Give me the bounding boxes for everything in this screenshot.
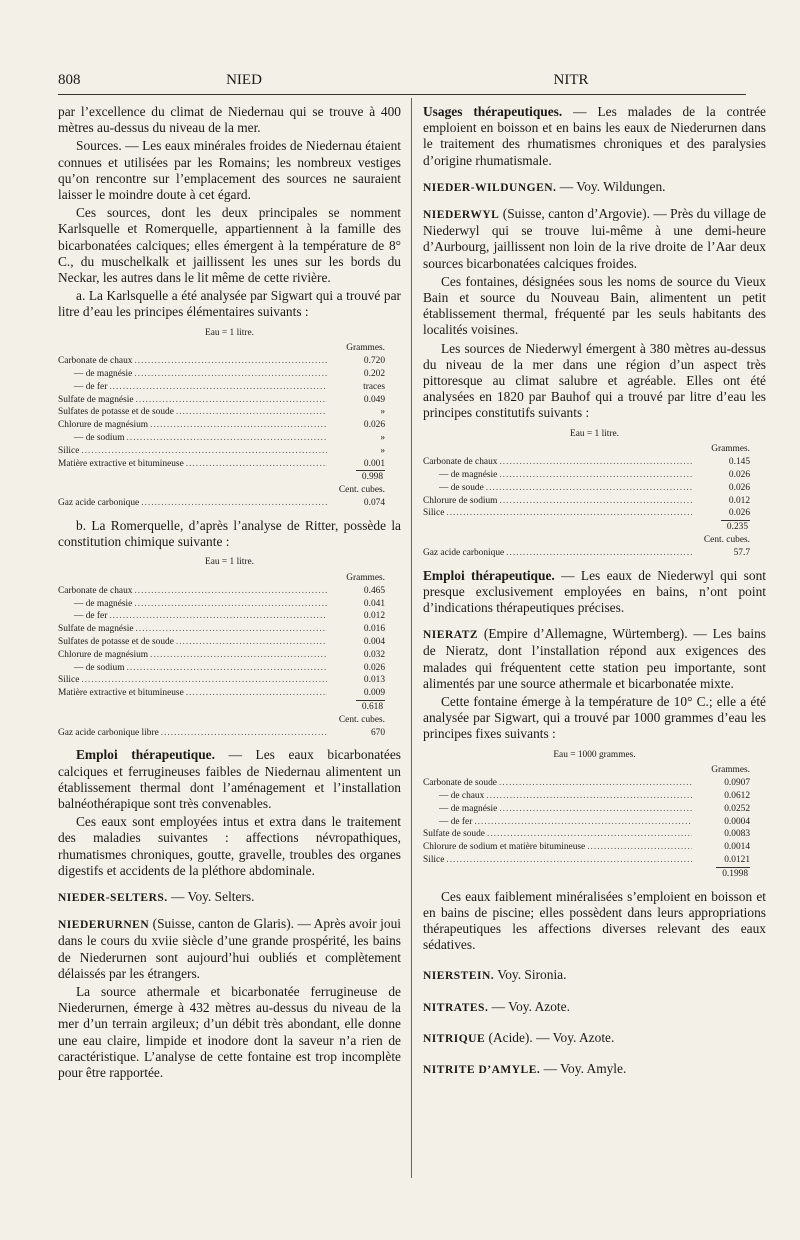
dot-leader bbox=[487, 828, 692, 841]
table-row bbox=[58, 610, 401, 623]
dot-leader bbox=[486, 482, 692, 495]
right-column bbox=[423, 104, 766, 1080]
total-value: 0.1998 bbox=[716, 867, 750, 879]
substance-amount: 0.049 bbox=[363, 394, 385, 405]
paragraph: Les sources de Niederwyl émergent à 380 mètres au-dessus du niveau de la mer dans une région d’un aspect très pittoresque au climat salubre et agréable. Elles ont été analysées en 1820 par Bauhof qui a trouvé par litre d’eau les principes constitutifs suivants : bbox=[423, 340, 766, 421]
table-row bbox=[58, 394, 401, 407]
dot-leader bbox=[587, 841, 692, 854]
table-caption: Eau = 1 litre. bbox=[569, 428, 620, 439]
substance-amount: 0.202 bbox=[363, 369, 385, 380]
gas-name: Gaz acide carbonique bbox=[423, 547, 505, 558]
substance-amount: 0.001 bbox=[363, 458, 385, 469]
entry-text: — Les eaux de Niederwyl qui sont presque exclusivement employées en bains, n’ont point d’indications thérapeutiques précises. bbox=[423, 567, 766, 616]
table-caption: Eau = 1 litre. bbox=[204, 557, 255, 568]
entry-text: — Voy. Wildungen. bbox=[556, 178, 666, 194]
entry-paragraph bbox=[58, 916, 401, 982]
substance-amount: 0.0083 bbox=[724, 829, 750, 840]
table-row bbox=[423, 507, 766, 520]
substance-amount: 0.009 bbox=[363, 688, 385, 699]
paragraph: Ces eaux sont employées intus et extra dans le traitement des maladies suivantes : affections névropathiques, rhumatismes chroniques, goutte, gravelle, troubles des organes digestifs et accidents de la pléthore abdominale. bbox=[58, 814, 401, 878]
substance-name: Chlorure de magnésium bbox=[58, 649, 149, 660]
section-heading: Emploi thérapeutique. bbox=[76, 747, 215, 763]
page-number: 808 bbox=[58, 72, 81, 88]
dot-leader bbox=[186, 458, 327, 471]
substance-amount: 0.041 bbox=[363, 598, 385, 609]
table-row bbox=[58, 406, 401, 419]
substance-name: Silice bbox=[58, 445, 80, 456]
entry-paragraph bbox=[58, 889, 401, 906]
total-value: 0.618 bbox=[356, 700, 385, 712]
substance-name: Sulfate de soude bbox=[423, 829, 485, 840]
gas-row bbox=[58, 727, 401, 740]
table-row bbox=[423, 841, 766, 854]
table-row bbox=[58, 636, 401, 649]
table-row bbox=[423, 854, 766, 867]
substance-name: — de sodium bbox=[74, 433, 125, 444]
substance-amount: » bbox=[380, 433, 385, 444]
substance-amount: traces bbox=[363, 381, 385, 392]
substance-name: — de magnésie bbox=[439, 470, 498, 481]
substance-amount: 0.004 bbox=[363, 636, 385, 647]
substance-amount: 0.465 bbox=[363, 585, 385, 596]
analysis-table bbox=[423, 749, 766, 881]
table-row bbox=[423, 790, 766, 803]
substance-amount: 0.026 bbox=[363, 662, 385, 673]
substance-name: — de magnésie bbox=[74, 598, 133, 609]
dot-leader bbox=[81, 674, 327, 687]
substance-name: — de fer bbox=[439, 816, 473, 827]
table-unit: Grammes. bbox=[711, 765, 750, 776]
dot-leader bbox=[134, 585, 327, 598]
gas-name: Gaz acide carbonique libre bbox=[58, 727, 159, 738]
dot-leader bbox=[134, 355, 327, 368]
entry-paragraph bbox=[423, 1030, 766, 1047]
left-running-head: NIED bbox=[226, 72, 262, 88]
gas-row bbox=[423, 547, 766, 560]
entry-paragraph bbox=[423, 999, 766, 1016]
entry-text: — Les eaux bicarbonatées calciques et ferrugineuses faibles de Niedernau alimentent un établissement thermal dont l’aménagement et l’installation balnéothérapique sont très convenables. bbox=[58, 747, 401, 811]
left-column bbox=[58, 104, 401, 1083]
dot-leader bbox=[136, 394, 328, 407]
table-row bbox=[423, 495, 766, 508]
dot-leader bbox=[150, 649, 327, 662]
table-row bbox=[423, 828, 766, 841]
gas-unit: Cent. cubes. bbox=[703, 535, 750, 546]
table-row bbox=[58, 355, 401, 368]
dot-leader bbox=[506, 547, 692, 560]
total-value: 0.998 bbox=[356, 470, 385, 482]
substance-name: Chlorure de magnésium bbox=[58, 420, 149, 431]
entry-text: (Empire d’Allemagne, Würtemberg). — Les bains de Nieratz, dont l’installation répond aux exigences des malades qui fréquentent cette station peu importante, sont alimentés par une source athermale et bicarbonatée mixte. bbox=[423, 626, 766, 691]
entry-text: (Suisse, canton de Glaris). — Après avoir joui dans le cours du xviie siècle d’une grande prospérité, les bains de Niederurnen sont aujourd’hui oubliés et complètement délaissés par les étrangers. bbox=[58, 916, 401, 981]
right-running-head: NITR bbox=[553, 72, 589, 88]
substance-name: Chlorure de sodium bbox=[423, 495, 498, 506]
paragraph: La source athermale et bicarbonatée ferrugineuse de Niederurnen, émerge à 432 mètres au-dessus du niveau de la mer d’un terrain argileux; d’un débit très abondant, elle donne une eau claire, limpide et inodore dont la saveur n’a rien de caractéristique. L’analyse de cette fontaine est trop incomplète pour être rapportée. bbox=[58, 984, 401, 1081]
entry-paragraph bbox=[423, 1061, 766, 1078]
substance-name: Sulfate de magnésie bbox=[58, 394, 134, 405]
substance-amount: 0.012 bbox=[728, 495, 750, 506]
table-row bbox=[58, 458, 401, 471]
entry-text: — Voy. Azote. bbox=[488, 998, 570, 1014]
table-row bbox=[58, 662, 401, 675]
page-header bbox=[58, 72, 746, 94]
entry-headword: NIEDERWYL bbox=[423, 209, 500, 222]
paragraph: Cette fontaine émerge à la température de 10° C.; elle a été analysée par Sigwart, qui a trouvé par 1000 grammes d’eau les principes fixes suivants : bbox=[423, 694, 766, 742]
dot-leader bbox=[186, 687, 327, 700]
dot-leader bbox=[499, 456, 692, 469]
table-unit: Grammes. bbox=[711, 444, 750, 455]
table-row bbox=[58, 598, 401, 611]
entry-paragraph bbox=[423, 206, 766, 272]
dot-leader bbox=[499, 469, 692, 482]
substance-name: Matière extractive et bitumineuse bbox=[58, 688, 184, 699]
table-caption: Eau = 1000 grammes. bbox=[553, 749, 636, 760]
substance-amount: 0.0014 bbox=[724, 842, 750, 853]
gas-unit: Cent. cubes. bbox=[338, 714, 385, 725]
entry-text: — Les malades de la contrée emploient en boisson et en bains les eaux de Niederurnen dans le traitement des rhumatismes chroniques et des paralysies d’origine rhumatismale. bbox=[423, 104, 766, 168]
substance-name: — de soude bbox=[439, 482, 484, 493]
substance-name: Silice bbox=[423, 508, 445, 519]
entry-text: (Suisse, canton d’Argovie). — Près du village de Niederwyl qui se trouve lui-même à une demi-heure d’Aurbourg, jaillissent non loin de la rive droite de l’Aar deux sources bicarbonatées calciques froides. bbox=[423, 206, 766, 271]
paragraph: a. La Karlsquelle a été analysée par Sigwart qui a trouvé par litre d’eau les principes élémentaires suivants : bbox=[58, 288, 401, 320]
analysis-table bbox=[58, 327, 401, 510]
table-row bbox=[423, 469, 766, 482]
substance-name: Carbonate de soude bbox=[423, 778, 497, 789]
table-unit: Grammes. bbox=[346, 343, 385, 354]
entry-paragraph bbox=[423, 104, 766, 169]
entry-text: — Voy. Selters. bbox=[167, 888, 255, 904]
table-row bbox=[58, 623, 401, 636]
gas-unit: Cent. cubes. bbox=[338, 485, 385, 496]
table-total bbox=[58, 701, 401, 714]
table-row bbox=[423, 816, 766, 829]
entry-headword: NIERSTEIN. bbox=[423, 970, 495, 983]
substance-amount: » bbox=[380, 445, 385, 456]
entry-headword: NIEDER-SELTERS. bbox=[58, 891, 168, 904]
dot-leader bbox=[134, 598, 327, 611]
substance-name: — de magnésie bbox=[74, 369, 133, 380]
dot-leader bbox=[161, 727, 327, 740]
substance-name: Matière extractive et bitumineuse bbox=[58, 458, 184, 469]
substance-name: Carbonate de chaux bbox=[423, 457, 498, 468]
substance-amount: 0.013 bbox=[363, 675, 385, 686]
dot-leader bbox=[499, 803, 692, 816]
entry-text: — Voy. Amyle. bbox=[540, 1061, 627, 1077]
entry-headword: NIERATZ bbox=[423, 629, 479, 642]
substance-name: — de fer bbox=[74, 381, 108, 392]
substance-amount: 0.026 bbox=[728, 470, 750, 481]
entry-paragraph bbox=[423, 179, 766, 196]
dot-leader bbox=[176, 406, 327, 419]
substance-name: Sulfate de magnésie bbox=[58, 624, 134, 635]
analysis-table bbox=[423, 428, 766, 560]
table-total bbox=[423, 521, 766, 534]
table-row bbox=[58, 381, 401, 394]
dot-leader bbox=[150, 419, 327, 432]
table-row bbox=[58, 432, 401, 445]
table-row bbox=[58, 368, 401, 381]
substance-name: Carbonate de chaux bbox=[58, 356, 133, 367]
substance-name: — de chaux bbox=[439, 791, 485, 802]
table-row bbox=[58, 674, 401, 687]
table-row bbox=[423, 482, 766, 495]
dot-leader bbox=[136, 623, 328, 636]
substance-name: Chlorure de sodium et matière bitumineuse bbox=[423, 842, 586, 853]
substance-amount: 0.032 bbox=[363, 649, 385, 660]
substance-amount: 0.026 bbox=[728, 508, 750, 519]
table-row bbox=[58, 419, 401, 432]
section-heading: Usages thérapeutiques. bbox=[423, 104, 563, 119]
substance-amount: 0.145 bbox=[728, 457, 750, 468]
table-row bbox=[58, 445, 401, 458]
table-total bbox=[423, 868, 766, 881]
table-row bbox=[423, 456, 766, 469]
entry-paragraph bbox=[423, 568, 766, 617]
dot-leader bbox=[127, 662, 327, 675]
substance-name: — de fer bbox=[74, 611, 108, 622]
section-heading: Emploi thérapeutique. bbox=[423, 567, 555, 583]
dot-leader bbox=[176, 636, 327, 649]
substance-amount: » bbox=[380, 407, 385, 418]
paragraph: Ces sources, dont les deux principales se nomment Karlsquelle et Romerquelle, appartiennent à la famille des bicarbonatées calciques; elles émergent à la température de 8° C., du muschelkalk et jaillissent les unes sur les bords du Neckar, les autres dans le lit même de cette rivière. bbox=[58, 205, 401, 286]
substance-amount: 0.0004 bbox=[724, 816, 750, 827]
paragraph: par l’excellence du climat de Niedernau qui se trouve à 400 mètres au-dessus du niveau de la mer. bbox=[58, 104, 401, 136]
dot-leader bbox=[127, 432, 327, 445]
table-row bbox=[58, 585, 401, 598]
gas-amount: 670 bbox=[370, 727, 385, 738]
table-unit: Grammes. bbox=[346, 573, 385, 583]
header-rule bbox=[58, 94, 746, 95]
entry-paragraph bbox=[423, 967, 766, 984]
entry-headword: NITRIQUE bbox=[423, 1032, 486, 1045]
dot-leader bbox=[446, 854, 692, 867]
substance-amount: 0.012 bbox=[363, 611, 385, 622]
substance-name: Sulfates de potasse et de soude bbox=[58, 407, 174, 418]
dot-leader bbox=[499, 495, 692, 508]
table-row bbox=[58, 687, 401, 700]
substance-name: Carbonate de chaux bbox=[58, 585, 133, 596]
table-row bbox=[58, 649, 401, 662]
substance-amount: 0.026 bbox=[728, 482, 750, 493]
entry-text: (Acide). — Voy. Azote. bbox=[485, 1029, 615, 1045]
dot-leader bbox=[109, 381, 327, 394]
substance-amount: 0.026 bbox=[363, 420, 385, 431]
dot-leader bbox=[109, 610, 327, 623]
substance-amount: 0.720 bbox=[363, 356, 385, 367]
total-value: 0.235 bbox=[721, 520, 750, 532]
table-caption: Eau = 1 litre. bbox=[204, 327, 255, 338]
dot-leader bbox=[141, 497, 327, 510]
substance-amount: 0.016 bbox=[363, 624, 385, 635]
entry-headword: NIEDER-WILDUNGEN. bbox=[423, 181, 557, 194]
entry-headword: NITRITE D’AMYLE. bbox=[423, 1064, 541, 1077]
gas-amount: 57.7 bbox=[733, 547, 750, 558]
dot-leader bbox=[499, 777, 692, 790]
substance-name: Silice bbox=[58, 675, 80, 686]
gas-row bbox=[58, 497, 401, 510]
substance-name: — de sodium bbox=[74, 662, 125, 673]
analysis-table bbox=[58, 556, 401, 739]
paragraph: Ces eaux faiblement minéralisées s’emploient en boisson et en bains de piscine; elles possèdent dans leurs appropriations thérapeutiques les affections diverses relevant des eaux sédatives. bbox=[423, 888, 766, 953]
entry-paragraph bbox=[423, 626, 766, 692]
dot-leader bbox=[134, 368, 327, 381]
substance-name: — de magnésie bbox=[439, 803, 498, 814]
gas-amount: 0.074 bbox=[363, 498, 385, 508]
substance-name: Sulfates de potasse et de soude bbox=[58, 636, 174, 647]
substance-amount: 0.0252 bbox=[724, 803, 750, 814]
substance-amount: 0.0121 bbox=[724, 855, 750, 866]
entry-paragraph bbox=[58, 747, 401, 812]
entry-text: Voy. Sironia. bbox=[494, 967, 567, 983]
dot-leader bbox=[486, 790, 692, 803]
paragraph: b. La Romerquelle, d’après l’analyse de Ritter, possède la constitution chimique suivante : bbox=[58, 517, 401, 549]
substance-amount: 0.0612 bbox=[724, 791, 750, 802]
dot-leader bbox=[474, 816, 692, 829]
substance-amount: 0.0907 bbox=[724, 778, 750, 789]
table-row bbox=[423, 803, 766, 816]
gas-name: Gaz acide carbonique bbox=[58, 498, 140, 508]
substance-name: Silice bbox=[423, 855, 445, 866]
dot-leader bbox=[81, 445, 327, 458]
table-row bbox=[423, 777, 766, 790]
dot-leader bbox=[446, 507, 692, 520]
column-divider bbox=[411, 98, 412, 1178]
entry-headword: NITRATES. bbox=[423, 1001, 489, 1014]
paragraph: Sources. — Les eaux minérales froides de Niedernau étaient connues et utilisées par les Romains; les nombreux vestiges qu’on rencontre sur l’emplacement des sources ne sauraient laisser le moindre doute à cet égard. bbox=[58, 138, 401, 203]
paragraph: Ces fontaines, désignées sous les noms de source du Vieux Bain et source du Nouveau Bain, alimentent un petit établissement thermal, fréquenté par les seuls habitants des localités voisines. bbox=[423, 273, 766, 338]
entry-headword: NIEDERURNEN bbox=[58, 919, 150, 932]
table-total bbox=[58, 471, 401, 484]
